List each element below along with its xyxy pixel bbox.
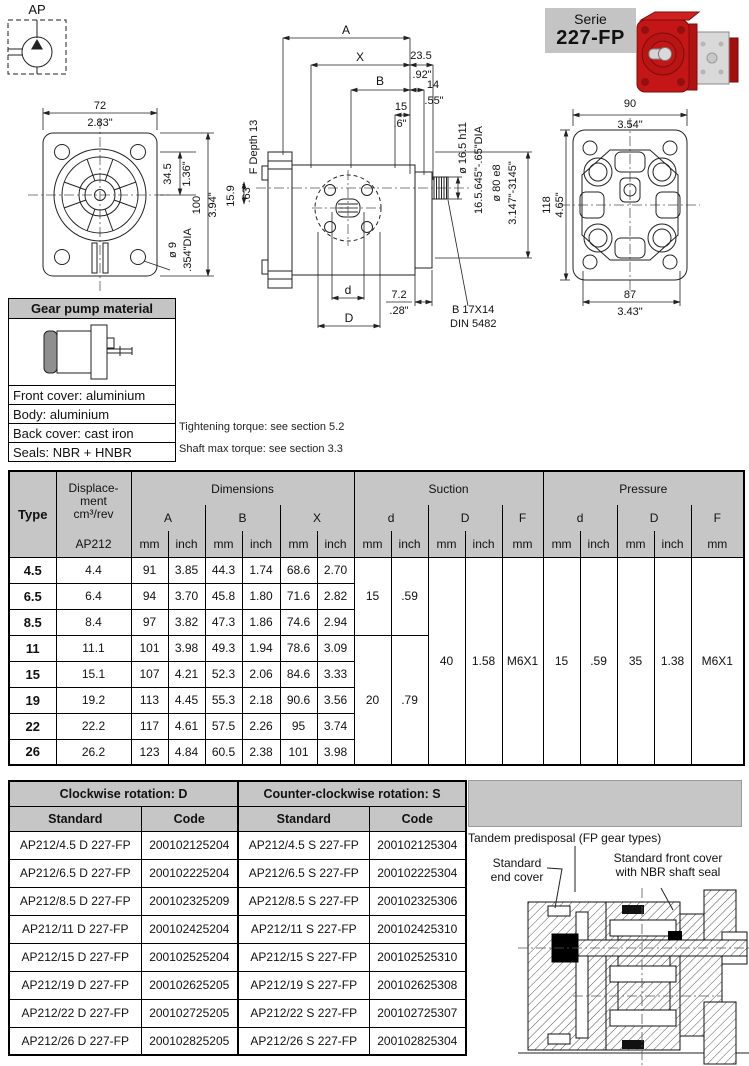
pump-side-schematic <box>32 322 152 382</box>
cell-a-mm: 97 <box>131 609 168 635</box>
col-header-displacement <box>56 471 131 531</box>
rear-bottom-in: 3.43" <box>617 306 643 318</box>
cell-disp: 26.2 <box>56 739 131 765</box>
unit-header: inch <box>465 531 502 557</box>
cell-a-mm: 94 <box>131 583 168 609</box>
cell-a-in: 4.84 <box>168 739 205 765</box>
cell-b-mm: 45.8 <box>205 583 242 609</box>
col-header-suction-d: d <box>354 505 428 531</box>
side-d14-in: .55" <box>424 95 444 107</box>
side-d72-mm: 7.2 <box>391 289 407 301</box>
material-box <box>8 298 176 462</box>
cell-pressure-d-in: .59 <box>580 557 617 765</box>
cell-b-mm: 52.3 <box>205 661 242 687</box>
cell-b-in: 2.26 <box>242 713 280 739</box>
side-spline-std: B 17X14 <box>452 304 495 316</box>
cell-b-mm: 60.5 <box>205 739 242 765</box>
col-header-suction-D: D <box>428 505 502 531</box>
table-row <box>9 971 466 999</box>
cell-disp: 8.4 <box>56 609 131 635</box>
series-badge <box>545 8 636 53</box>
cell-x-in: 2.82 <box>317 583 354 609</box>
cell-a-in: 3.82 <box>168 609 205 635</box>
ap-label: AP <box>28 2 46 17</box>
unit-header: mm <box>205 531 242 557</box>
group-header-suction: Suction <box>354 471 543 505</box>
side-spline-din: DIN 5482 <box>450 318 497 330</box>
cell-cw-standard: AP212/15 D 227-FP <box>9 943 141 971</box>
table-row <box>9 831 466 859</box>
cell-type: 26 <box>9 739 56 765</box>
cell-ccw-standard: AP212/8.5 S 227-FP <box>238 887 369 915</box>
cell-type: 6.5 <box>9 583 56 609</box>
cell-type: 19 <box>9 687 56 713</box>
cell-ccw-code: 200102325306 <box>369 887 466 915</box>
series-badge-line2: 227-FP <box>556 27 625 49</box>
cell-type: 8.5 <box>9 609 56 635</box>
cell-ccw-standard: AP212/19 S 227-FP <box>238 971 369 999</box>
cell-a-in: 4.61 <box>168 713 205 739</box>
gray-filler-bar <box>468 780 742 827</box>
cell-x-in: 3.33 <box>317 661 354 687</box>
table-row <box>9 999 466 1027</box>
rear-view-dimensions <box>541 98 687 318</box>
material-row: Seals: NBR + HNBR <box>9 442 175 461</box>
cell-a-mm: 101 <box>131 635 168 661</box>
cell-cw-code: 200102825205 <box>141 1027 238 1055</box>
cell-x-mm: 68.6 <box>280 557 317 583</box>
cell-cw-code: 200102425204 <box>141 915 238 943</box>
side-d235-in: .92" <box>412 69 432 81</box>
table-row <box>9 915 466 943</box>
front-view-drawing <box>28 119 172 292</box>
side-dim-d: d <box>344 283 352 297</box>
side-dim-A: A <box>341 23 351 37</box>
cell-suction-d-mm-small: 15 <box>354 557 391 635</box>
cell-suction-d-mm-large: 20 <box>354 635 391 765</box>
cell-a-mm: 113 <box>131 687 168 713</box>
cell-b-in: 1.80 <box>242 583 280 609</box>
unit-header: mm <box>543 531 580 557</box>
shaft-seal <box>668 931 682 940</box>
series-badge-line1: Serie <box>574 11 607 27</box>
cell-b-in: 2.18 <box>242 687 280 713</box>
cell-cw-standard: AP212/26 D 227-FP <box>9 1027 141 1055</box>
seal-top <box>622 905 644 914</box>
col-header-pressure-d: d <box>543 505 617 531</box>
side-shaft-d1: ø 16.5 h11 <box>457 122 469 174</box>
side-d159-mm: 15.9 <box>225 185 237 207</box>
cell-pressure-d-mm: 15 <box>543 557 580 765</box>
displacement-line1: Displace- <box>68 481 119 495</box>
front-view-dimensions <box>43 100 219 276</box>
group-header-clockwise: Clockwise rotation: D <box>9 781 238 806</box>
cell-x-mm: 71.6 <box>280 583 317 609</box>
seal-bottom <box>622 1040 644 1049</box>
side-d15-mm: 15 <box>394 101 408 113</box>
col-header-type: Type <box>9 471 56 557</box>
cell-ccw-standard: AP212/22 S 227-FP <box>238 999 369 1027</box>
cell-pressure-D-in: 1.38 <box>654 557 691 765</box>
cell-type: 11 <box>9 635 56 661</box>
table-row <box>9 887 466 915</box>
side-view-drawing <box>256 152 470 288</box>
cell-x-mm: 84.6 <box>280 661 317 687</box>
cell-ccw-code: 200102425310 <box>369 915 466 943</box>
cell-cw-code: 200102725205 <box>141 999 238 1027</box>
side-shaft-d2-in: 3.147"-3145" <box>507 161 519 225</box>
rear-height-in: 4.65" <box>554 192 566 218</box>
cell-a-in: 4.45 <box>168 687 205 713</box>
cell-cw-standard: AP212/22 D 227-FP <box>9 999 141 1027</box>
side-dim-B: B <box>375 74 385 88</box>
cell-disp: 6.4 <box>56 583 131 609</box>
ordering-table <box>8 780 467 1056</box>
side-shaft-d2: ø 80 e8 <box>491 164 503 202</box>
cell-cw-code: 200102525204 <box>141 943 238 971</box>
cell-x-mm: 95 <box>280 713 317 739</box>
side-d14-mm: 14 <box>426 79 440 91</box>
cell-b-in: 1.74 <box>242 557 280 583</box>
cell-ccw-code: 200102225304 <box>369 859 466 887</box>
col-header-code: Code <box>369 806 466 831</box>
cell-ccw-standard: AP212/26 S 227-FP <box>238 1027 369 1055</box>
side-shaft-d1-in: 16.5.645"-.65"DIA <box>473 126 485 214</box>
cell-a-in: 4.21 <box>168 661 205 687</box>
cell-disp: 15.1 <box>56 661 131 687</box>
cell-suction-d-in-large: .79 <box>391 635 428 765</box>
cell-suction-F: M6X1 <box>502 557 543 765</box>
front-width-in: 2.83" <box>87 117 113 129</box>
cell-cw-standard: AP212/19 D 227-FP <box>9 971 141 999</box>
unit-header: mm <box>280 531 317 557</box>
group-header-pressure: Pressure <box>543 471 744 505</box>
side-view-dimensions <box>225 23 532 330</box>
front-offset-in: 1.36" <box>181 161 193 187</box>
side-dim-D: D <box>344 311 354 325</box>
cell-disp: 19.2 <box>56 687 131 713</box>
cell-a-mm: 117 <box>131 713 168 739</box>
col-header-A: A <box>131 505 205 531</box>
material-row: Body: aluminium <box>9 404 175 423</box>
col-header-ap212: AP212 <box>56 531 131 557</box>
cell-cw-code: 200102125204 <box>141 831 238 859</box>
unit-header: mm <box>617 531 654 557</box>
rear-bottom-mm: 87 <box>623 289 637 301</box>
material-box-title: Gear pump material <box>9 299 175 319</box>
cell-x-in: 3.74 <box>317 713 354 739</box>
note-tightening-torque: Tightening torque: see section 5.2 <box>179 421 345 433</box>
material-box-drawing <box>9 319 175 385</box>
cell-b-mm: 44.3 <box>205 557 242 583</box>
side-dim-X: X <box>355 50 365 64</box>
pump-product-photo <box>633 8 745 104</box>
rear-width-in: 3.54" <box>617 119 643 131</box>
cell-b-in: 2.06 <box>242 661 280 687</box>
end-cover-line1: Standard <box>492 856 542 870</box>
cell-x-mm: 101 <box>280 739 317 765</box>
cell-pressure-F: M6X1 <box>691 557 744 765</box>
cell-a-mm: 91 <box>131 557 168 583</box>
cell-pressure-D-mm: 35 <box>617 557 654 765</box>
side-f-depth: F Depth 13 <box>248 119 260 175</box>
cell-a-in: 3.70 <box>168 583 205 609</box>
side-d15-in: .6" <box>393 118 407 130</box>
unit-header: mm <box>428 531 465 557</box>
cell-cw-code: 200102225204 <box>141 859 238 887</box>
front-cover-line2: with NBR shaft seal <box>615 865 721 879</box>
cell-ccw-code: 200102825304 <box>369 1027 466 1055</box>
col-header-X: X <box>280 505 354 531</box>
col-header-standard: Standard <box>9 806 141 831</box>
front-height-in: 3.94" <box>207 192 219 218</box>
rear-height-mm: 118 <box>541 196 553 214</box>
cell-type: 4.5 <box>9 557 56 583</box>
tandem-title: Tandem predisposal (FP gear types) <box>468 831 662 845</box>
col-header-standard: Standard <box>238 806 369 831</box>
end-cover-line2: end cover <box>490 870 544 884</box>
unit-header: mm <box>691 531 744 557</box>
front-offset-mm: 34.5 <box>162 163 174 185</box>
cell-x-in: 3.09 <box>317 635 354 661</box>
cell-b-mm: 57.5 <box>205 713 242 739</box>
cell-ccw-code: 200102725307 <box>369 999 466 1027</box>
pump-symbol-triangle <box>31 39 43 50</box>
cell-cw-standard: AP212/4.5 D 227-FP <box>9 831 141 859</box>
side-d235-mm: 23.5 <box>410 50 432 62</box>
cell-a-mm: 123 <box>131 739 168 765</box>
cell-suction-D-in: 1.58 <box>465 557 502 765</box>
cell-b-in: 1.86 <box>242 609 280 635</box>
cell-ccw-standard: AP212/15 S 227-FP <box>238 943 369 971</box>
unit-header: mm <box>354 531 391 557</box>
side-d159-in: .63" <box>241 183 253 203</box>
unit-header: inch <box>242 531 280 557</box>
group-header-counter-clockwise: Counter-clockwise rotation: S <box>238 781 466 806</box>
tandem-front-cover-label <box>588 851 748 879</box>
cell-ccw-standard: AP212/6.5 S 227-FP <box>238 859 369 887</box>
cell-x-in: 3.56 <box>317 687 354 713</box>
front-hole-mm: ø 9 <box>167 242 179 258</box>
dimension-table <box>8 470 745 766</box>
unit-header: inch <box>391 531 428 557</box>
front-hole-in: .354"DIA <box>182 228 194 272</box>
cell-b-in: 2.38 <box>242 739 280 765</box>
cell-x-mm: 74.6 <box>280 609 317 635</box>
cell-suction-d-in-small: .59 <box>391 557 428 635</box>
tandem-cross-section <box>518 888 749 1066</box>
table-row <box>9 1027 466 1055</box>
cell-a-in: 3.98 <box>168 635 205 661</box>
group-header-dimensions: Dimensions <box>131 471 354 505</box>
unit-header: inch <box>654 531 691 557</box>
unit-header: inch <box>317 531 354 557</box>
front-height-mm: 100 <box>191 195 203 215</box>
col-header-pressure-F: F <box>691 505 744 531</box>
ap-hydraulic-symbol <box>8 2 66 74</box>
unit-header: inch <box>168 531 205 557</box>
cell-x-mm: 78.6 <box>280 635 317 661</box>
cell-type: 22 <box>9 713 56 739</box>
displacement-line2: ment <box>80 494 107 508</box>
material-row: Front cover: aluminium <box>9 385 175 404</box>
col-header-code: Code <box>141 806 238 831</box>
cell-ccw-standard: AP212/4.5 S 227-FP <box>238 831 369 859</box>
col-header-B: B <box>205 505 280 531</box>
cell-x-in: 2.94 <box>317 609 354 635</box>
cell-x-mm: 90.6 <box>280 687 317 713</box>
cell-x-in: 2.70 <box>317 557 354 583</box>
cell-ccw-code: 200102125304 <box>369 831 466 859</box>
cell-ccw-standard: AP212/11 S 227-FP <box>238 915 369 943</box>
cell-cw-code: 200102625205 <box>141 971 238 999</box>
cell-b-mm: 47.3 <box>205 609 242 635</box>
cell-a-mm: 107 <box>131 661 168 687</box>
table-row <box>9 557 744 583</box>
cell-a-in: 3.85 <box>168 557 205 583</box>
rear-width-mm: 90 <box>623 98 637 110</box>
front-cover-line1: Standard front cover <box>613 851 723 865</box>
cell-type: 15 <box>9 661 56 687</box>
note-shaft-torque: Shaft max torque: see section 3.3 <box>179 443 343 455</box>
cell-x-in: 3.98 <box>317 739 354 765</box>
cell-disp: 4.4 <box>56 557 131 583</box>
cell-b-mm: 55.3 <box>205 687 242 713</box>
cell-b-in: 1.94 <box>242 635 280 661</box>
cell-cw-standard: AP212/6.5 D 227-FP <box>9 859 141 887</box>
tandem-end-cover-label <box>480 856 554 884</box>
unit-header: mm <box>131 531 168 557</box>
unit-header: inch <box>580 531 617 557</box>
material-row: Back cover: cast iron <box>9 423 175 442</box>
cell-suction-D-mm: 40 <box>428 557 465 765</box>
rear-view-drawing <box>560 118 700 294</box>
table-row <box>9 859 466 887</box>
cell-cw-standard: AP212/8.5 D 227-FP <box>9 887 141 915</box>
unit-header: mm <box>502 531 543 557</box>
cell-disp: 22.2 <box>56 713 131 739</box>
cell-cw-standard: AP212/11 D 227-FP <box>9 915 141 943</box>
front-width-mm: 72 <box>93 100 107 112</box>
table-row <box>9 943 466 971</box>
col-header-pressure-D: D <box>617 505 691 531</box>
cell-ccw-code: 200102625308 <box>369 971 466 999</box>
cell-disp: 11.1 <box>56 635 131 661</box>
cell-b-mm: 49.3 <box>205 635 242 661</box>
cell-ccw-code: 200102525310 <box>369 943 466 971</box>
displacement-line3: cm³/rev <box>73 507 114 521</box>
col-header-suction-F: F <box>502 505 543 531</box>
cell-cw-code: 200102325209 <box>141 887 238 915</box>
side-d72-in: .28" <box>389 305 409 317</box>
